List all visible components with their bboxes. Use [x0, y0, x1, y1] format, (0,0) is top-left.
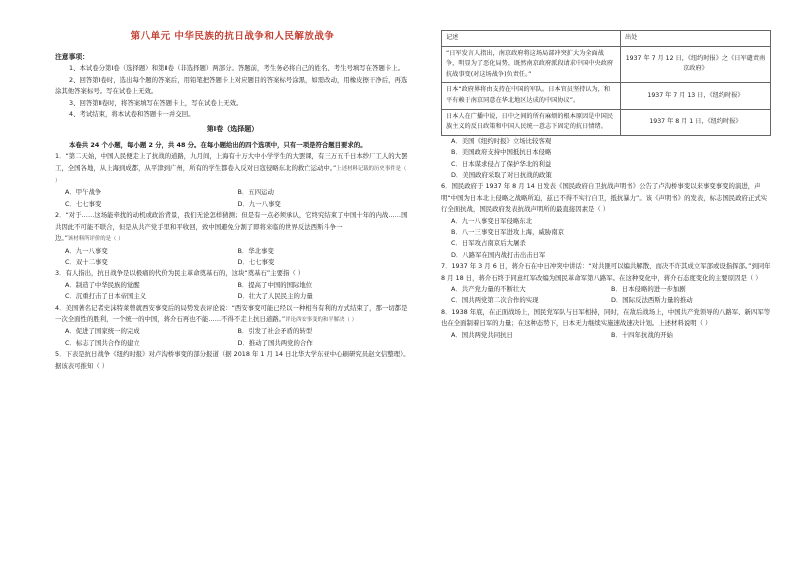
table-header-row	[442, 31, 771, 47]
option-d[interactable]: D．国际反法西斯力量的推动	[611, 296, 693, 305]
table-header-cell: 出处	[621, 31, 771, 47]
question-3	[55, 268, 410, 302]
note-item: 4、考试结束，将本试卷和答题卡一并交回。	[69, 110, 195, 119]
option-d[interactable]: D．壮大了人民民主的力量	[237, 292, 313, 301]
option-a[interactable]: A．九一八事变日军侵略东北	[451, 216, 533, 225]
question-5-options	[451, 136, 771, 182]
question-stem: 4．美国著名记者史沫特莱曾就西安事变后的局势发表评论说：“西安事变可能已经以一种相当有利的方式结束了，那一切都是一次全面性的胜利，一个统一的中国，蒋介石再也不能……不得不走上抗日道路。”	[55, 303, 408, 323]
option-d[interactable]: D．七七事变	[237, 257, 275, 266]
unit-title: 第八单元 中华民族的抗日战争和人民解放战争	[130, 31, 335, 42]
option-b[interactable]: B．华北事变	[237, 246, 274, 255]
question-7	[441, 261, 771, 307]
table-cell-source: 1937 年 7 月 13 日，《纽约时报》	[621, 83, 771, 109]
table-row	[442, 109, 771, 135]
question-4	[55, 303, 410, 350]
option-d[interactable]: D．八路军在国内战打击出击日军	[451, 250, 546, 259]
table-cell-source: 1937 年 7 月 12 日，《纽约时报》之《日军谴责南京政府》	[621, 46, 771, 83]
question-prompt: 该材料所评价的是（ ）	[67, 236, 124, 243]
note-item: 1、本试卷分第Ⅰ卷（选择题）和第Ⅱ卷（非选择题）两部分。答题前，考生务必将自己的姓名、考生号填写在答题卡上。	[69, 64, 405, 73]
option-a[interactable]: A．促进了国家统一的完成	[65, 327, 140, 336]
option-d[interactable]: D．九一八事变	[237, 199, 281, 208]
option-c[interactable]: C．日本谋求侵占了保护华北的利益	[451, 159, 552, 168]
table-cell-record: 日本“政府界将由支持在中国的军队。日本官员坚持认为，和平有赖于南京同意在华北地区达成的中国协议”。	[442, 83, 621, 109]
note-item: 3、回答第Ⅱ卷时，将答案填写在答题卡上，写在试卷上无效。	[69, 98, 243, 107]
option-c[interactable]: C．双十二事变	[65, 257, 108, 266]
question-stem: 3．有人指出，抗日战争是以极痛的代价为民主革命奠基石的，这块“奠基石”主要指（ ）	[55, 269, 305, 278]
option-c[interactable]: C．日军攻占南京后大屠杀	[451, 239, 526, 248]
section-intro: 本卷共 24 个小题，每小题 2 分，共 48 分。在每小题给出的四个选项中，只有一项是符合题目要求的。	[69, 140, 367, 149]
question-stem: 6．国民政府于 1937 年 8 月 14 日发表《国民政府自卫抗战声明书》公告了卢沟桥事变以来事变事变的演进，声明“中国为日本北上侵略之战略所迫，兹已不得不实行自卫，抵抗暴力”。该《声明书》的发表，标志国民政府正式实行全面抗战，国民政府发表抗战声明所的最直接因素是（ ）	[441, 182, 768, 214]
notes-heading: 注意事项：	[55, 53, 89, 61]
option-b[interactable]: B．提高了中国的国际地位	[237, 280, 313, 289]
note-item: 2、回答第Ⅰ卷时，选出每个题的答案后，用铅笔把答题卡上对应题目的答案标号涂黑，如需改动，用橡皮擦干净后，再选涂其他答案标号。写在试卷上无效。	[55, 75, 408, 96]
question-6	[441, 181, 771, 261]
option-a[interactable]: A．共产党力量的不断壮大	[451, 285, 526, 294]
option-b[interactable]: B．五四运动	[237, 188, 274, 197]
question-stem: 5．下表是抗日战争《纽约时报》对卢沟桥事变的部分报道（据 2018 年 1 月 14 日北华大学东亚中心刷研究员赵文信整理）。据该表可推知（ ）	[55, 350, 410, 370]
option-b[interactable]: B．美国政府支持中国抵抗日本侵略	[451, 148, 552, 157]
option-d[interactable]: D．美国政府采取了对日抗战的政策	[451, 170, 552, 179]
option-b[interactable]: B．十四年抗战的开始	[611, 330, 673, 339]
question-stem: 2．“对于……这场能牵扰的动机或政治背景，我们无论怎样猜测；但是有一点必须承认，它终究结束了中国十年的内战……国共因此不可能不联合，但是从共产党手里和平收回，致中国避免分割了即将来临的世界反法西斯斗争一边。”	[55, 211, 408, 243]
question-stem: 1．“第二天始，中国人民便走上了抗战的道路，九月间，上海有十万大中小学学生的大罢课，有三万五千日本纱厂工人的大罢工，全国各地，从上海到成都，从平津到广州，所有的学生都卷入反对日寇侵略东北的救亡运动中。”	[55, 152, 408, 172]
option-a[interactable]: A．甲午战争	[65, 188, 102, 197]
question-8	[441, 307, 771, 341]
section-title: 第Ⅰ卷（选择题）	[206, 125, 259, 134]
table-row	[442, 83, 771, 109]
question-stem: 7．1937 年 3 月 6 日，蒋介石在中日冲突中讲话：“对共匪可以编共解散，而决不许其成立军部或设指挥部。”到同年 8 月 18 日，蒋介石终于同意红军改编为国民革命军第八路军。在这种变化中，蒋介石态度变化的主要原因是（ ）	[441, 262, 771, 282]
option-c[interactable]: C．七七事变	[65, 199, 102, 208]
question-1	[55, 151, 410, 210]
option-c[interactable]: C．国共两党第二次合作的实现	[451, 296, 539, 305]
right-column	[441, 30, 771, 341]
table-cell-record: 日本人在广播中说，日中之间的所有麻烦的根本原因是中国民族主义的反日政策和中国人民统一意志下固定的抗日情绪。	[442, 109, 621, 135]
question-5	[55, 349, 410, 372]
question-stem: 8．1938 年底，在正面战场上，国民党军队与日军相持，同时，在敌后战场上，中国共产党领导的八路军、新四军等也在全面制着日军的力量；在这种态势下，日本无力继续实施速战速决计划。上述材料说明（ ）	[441, 307, 771, 328]
option-a[interactable]: A．制造了中华民族的觉醒	[65, 280, 140, 289]
table-row	[442, 46, 771, 83]
question-2	[55, 210, 410, 268]
option-c[interactable]: C．标志了国共合作的建立	[65, 338, 140, 347]
question-prompt: 上述材料记载的历史事件是（ ）	[55, 165, 407, 185]
option-b[interactable]: B．引发了社会矛盾的转型	[237, 327, 313, 336]
option-a[interactable]: A．九一八事变	[65, 246, 108, 255]
option-d[interactable]: D．推动了国共两党的合作	[237, 338, 313, 347]
option-b[interactable]: B．八一三事变日军进攻上海，威胁南京	[451, 228, 565, 236]
report-table	[441, 30, 771, 136]
option-a[interactable]: A．国共两党共同抗日	[451, 330, 513, 339]
table-header-cell: 记述	[442, 31, 621, 47]
question-prompt: 评论西安事变的和平解决（ ）	[285, 316, 357, 323]
left-column	[55, 30, 410, 372]
table-cell-record: “日军发言人指出，南京政府将这场局部冲突扩大为全面战争，明显为了恶化局势，既然南京政府派段请求中国中央政府抗战事变(对这场战争)负责任。”	[442, 46, 621, 83]
option-b[interactable]: B．日本侵略的进一步加剧	[611, 285, 686, 294]
option-a[interactable]: A．美国《纽约时报》立场比较客观	[451, 136, 552, 145]
table-cell-source: 1937 年 8 月 1 日，《纽约时报》	[621, 109, 771, 135]
option-c[interactable]: C．沉重打击了日本帝国主义	[65, 292, 147, 301]
